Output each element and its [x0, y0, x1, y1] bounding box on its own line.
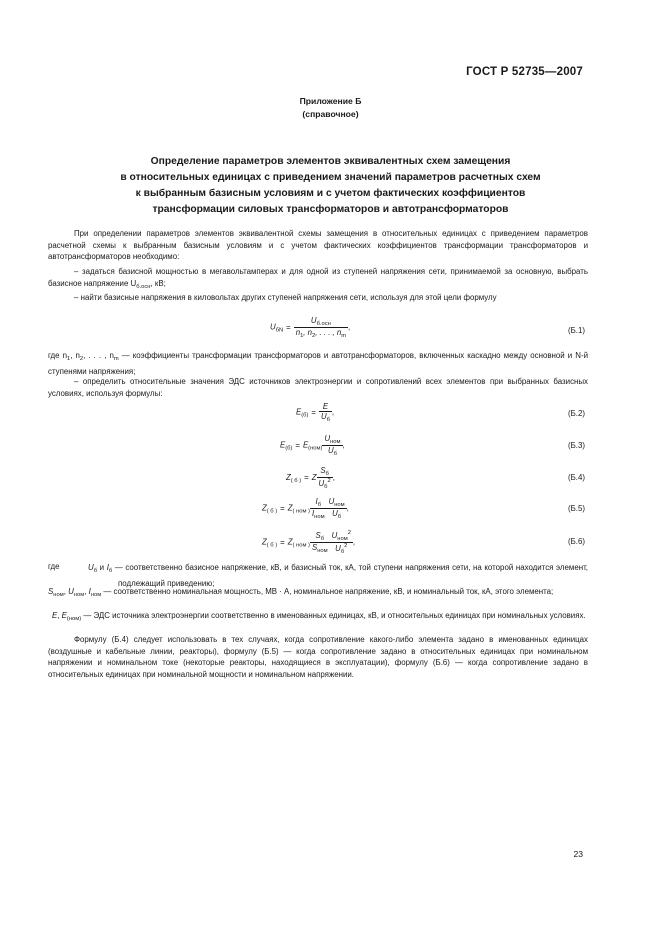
formula-b3: $E_{(б)} = E_{(ном)}$ $\frac{U_{ном}}{U_б}$ ,: [280, 434, 345, 457]
bullet-basis-power: – задаться базисной мощностью в мегавольтамперах и для одной из ступеней напряжения сети, принимаемой за основную, выбрать базисное напряжение $U_{б.осн}$, кВ;: [48, 267, 588, 290]
formula-b2-number: (Б.2): [567, 409, 585, 418]
formula-b6-number: (Б.6): [567, 537, 585, 546]
where-coefficients: где $n_1$, $n_2$, . . . , $n_m$ — коэффициенты трансформации трансформаторов и автотрансформаторов, включенных каскадно между основной и N-й ступенями напряжения;: [48, 351, 588, 376]
defs-lead: где: [48, 562, 60, 571]
formula-b4: $Z_{( б )} = Z$ $\frac{S_б}{U_б^2}$ ,: [286, 466, 335, 490]
def-basis-voltage-current: $U_б$ и $I_б$ — соответственно базисное напряжение, кВ, и базисный ток, кА, той ступени напряжения сети, на которой находится элемент, подлежащий приведению;: [88, 563, 588, 588]
formula-b1: $U_{бN}$ = $\frac{U_{б.осн}}{n_1, n_2, . . . , n_m}$ ,: [270, 316, 351, 339]
title-line-1: Определение параметров элементов эквивалентных схем замещения: [150, 156, 511, 167]
appendix-label: Приложение Б: [299, 96, 362, 106]
formula-b6: $Z_{( б )} = Z_{( ном )}$ $\frac{S_б}{S_{ном}}$ $\frac{U_{ном}^2}{U_б^2}$ ,: [262, 530, 356, 555]
page-number: 23: [573, 849, 583, 859]
def-emf: E, $E_{(ном)}$ — ЭДС источника электроэнергии соответственно в именованных единицах, кВ, и относительных единицах при номинальных условиях.: [52, 611, 586, 622]
bullet-basis-voltages: – найти базисные напряжения в киловольтах других ступеней напряжения сети, используя для этой цели формулу: [74, 293, 497, 302]
def-nominal-values: $S_{ном}$, $U_{ном}$, $I_{ном}$ — соответственно номинальная мощность, МВ · А, номинальное напряжение, кВ, и номинальный ток, кА, этого элемента;: [48, 587, 554, 598]
title-line-2: в относительных единицах с приведением значений параметров расчетных схем: [120, 172, 541, 183]
title-line-4: трансформации силовых трансформаторов и автотрансформаторов: [152, 204, 509, 215]
intro-paragraph: При определении параметров элементов эквивалентной схемы замещения в относительных единицах с приведением параметров расчетной схемы к выбранным базисным условиям и с учетом фактических коэффициентов трансформации трансформаторов и автотрансформаторов необходимо:: [48, 229, 588, 262]
formula-b4-number: (Б.4): [567, 473, 585, 482]
formula-b1-number: (Б.1): [567, 326, 585, 335]
closing-paragraph: Формулу (Б.4) следует использовать в тех случаях, когда сопротивление какого-либо элемента задано в именованных единицах (воздушные и кабельные линии, реакторы), формулу (Б.5) — когда сопротивление задано в относительных единицах при номинальном напряжении и номинальном токе (некоторые реакторы, находящиеся в эксплуатации), формулу (Б.6) — когда сопротивление задано в относительных единицах при номинальной мощности и номинальном напряжении.: [48, 635, 588, 679]
standard-header: ГОСТ Р 52735—2007: [466, 66, 583, 78]
bullet-relative-values: – определить относительные значения ЭДС источников электроэнергии и сопротивлений всех элементов при выбранных базисных условиях, используя формулы:: [48, 377, 588, 398]
formula-b2: $E_{(б)}$ = $\frac{E}{U_б}$ ,: [296, 402, 335, 423]
title-line-3: к выбранным базисным условиям и с учетом фактических коэффициентов: [135, 188, 526, 199]
appendix-type: (справочное): [302, 109, 359, 119]
formula-b3-number: (Б.3): [567, 441, 585, 450]
formula-b5-number: (Б.5): [567, 504, 585, 513]
formula-b5: $Z_{( б )} = Z_{( ном )}$ $\frac{I_б}{I_{ном}}$ $\frac{U_{ном}}{U_б}$ ,: [262, 497, 349, 520]
